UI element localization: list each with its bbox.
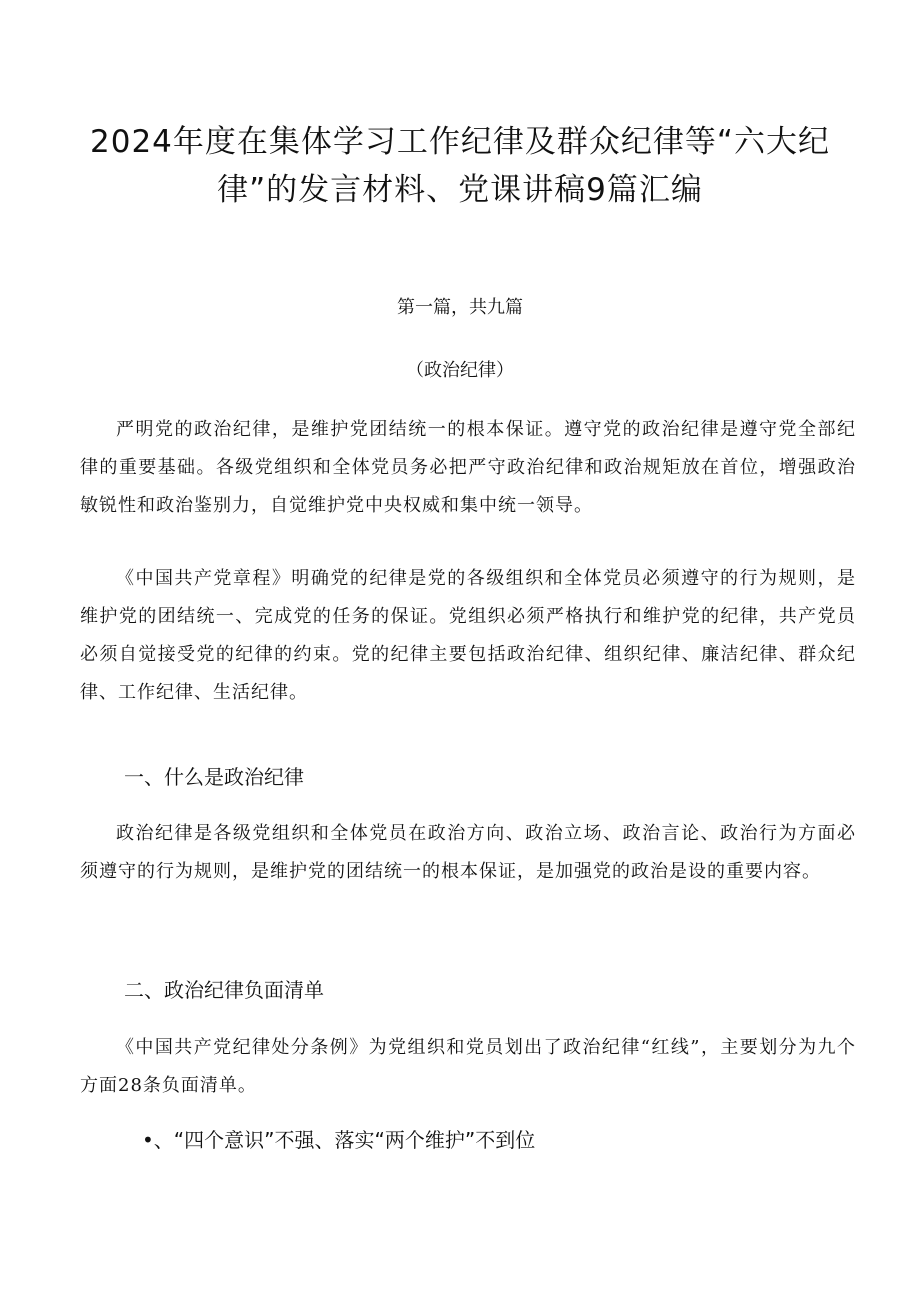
paragraph-regulations: 《中国共产党纪律处分条例》为党组织和党员划出了政治纪律“红线”，主要划分为九个方面28条负面清单。 [80, 1037, 856, 1096]
section-label: 第一篇，共九篇 [397, 297, 523, 318]
paragraph-definition: 政治纪律是各级党组织和全体党员在政治方向、政治立场、政治言论、政治行为方面必须遵守的行为规则，是维护党的团结统一的根本保证，是加强党的政治是设的重要内容。 [80, 823, 856, 882]
heading-negative-list: 二、政治纪律负面清单 [124, 978, 324, 1002]
heading-what-is-political-discipline: 一、什么是政治纪律 [124, 765, 304, 789]
section-topic: （政治纪律） [406, 360, 514, 381]
paragraph-party-constitution: 《中国共产党章程》明确党的纪律是党的各级组织和全体党员必须遵守的行为规则，是维护党的团结统一、完成党的任务的保证。党组织必须严格执行和维护党的纪律，共产党员必须自觉接受党的纪律的约束。党的纪律主要包括政治纪律、组织纪律、廉洁纪律、群众纪律、工作纪律、生活纪律。 [80, 568, 856, 703]
document-title: 2024年度在集体学习工作纪律及群众纪律等“六大纪律”的发言材料、党课讲稿9篇汇编 [90, 124, 830, 208]
list-item: •、“四个意识”不强、落实“两个维护”不到位 [142, 1128, 536, 1152]
paragraph-intro: 严明党的政治纪律，是维护党团结统一的根本保证。遵守党的政治纪律是遵守党全部纪律的重要基础。各级党组织和全体党员务必把严守政治纪律和政治规矩放在首位，增强政治敏锐性和政治鉴别力，自觉维护党中央权威和集中统一领导。 [80, 419, 856, 516]
